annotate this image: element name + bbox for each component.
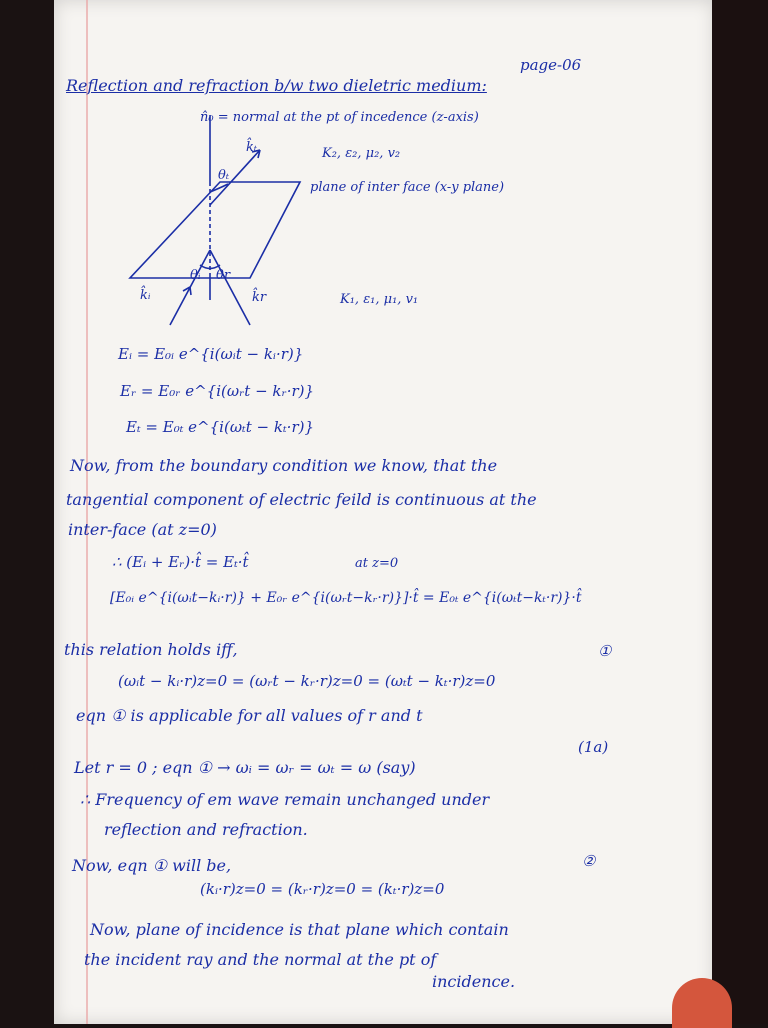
relation-holds-text: this relation holds iff, (64, 640, 238, 659)
lower-medium-label: K₁, ε₁, μ₁, v₁ (340, 292, 419, 307)
equation-2: (kᵢ·r)z=0 = (kᵣ·r)z=0 = (kₜ·r)z=0 (200, 880, 445, 898)
normal-note: n̂₀ = normal at the pt of incedence (z-axis) (200, 110, 479, 125)
kr-label: k̂r (252, 290, 267, 305)
let-line: Let r = 0 ; eqn ① → ωᵢ = ωᵣ = ωₜ = ω (say) (74, 758, 416, 777)
ki-label: k̂ᵢ (140, 288, 151, 303)
paragraph-line-3: inter-face (at z=0) (68, 520, 217, 539)
equation-2-tag: ② (582, 852, 596, 870)
equation-1: (ωᵢt − kᵢ·r)z=0 = (ωᵣt − kᵣ·r)z=0 = (ωₜt − kₜ·r)z=0 (118, 672, 496, 690)
page-edge (712, 0, 768, 1024)
interface-plane (130, 182, 300, 278)
equation-1a-tag: (1a) (578, 738, 609, 756)
paragraph-line-1: Now, from the boundary condition we know, that the (70, 456, 498, 475)
frequency-line-1: ∴ Frequency of em wave remain unchanged under (80, 790, 490, 809)
equation-1-tag: ① (598, 642, 612, 660)
upper-medium-label: K₂, ε₂, μ₂, v₂ (322, 146, 401, 161)
reflected-ray (210, 250, 250, 325)
final-line-3: incidence. (432, 972, 516, 991)
frequency-line-2: reflection and refraction. (104, 820, 308, 839)
now-equation-text: Now, eqn ① will be, (72, 856, 232, 875)
equation-reflected-field: Eᵣ = E₀ᵣ e^{i(ωᵣt − kᵣ·r)} (120, 382, 315, 400)
heading: Reflection and refraction b/w two dieletric medium: (66, 76, 487, 95)
boundary-condition-expanded: [E₀ᵢ e^{i(ωᵢt−kᵢ·r)} + E₀ᵣ e^{i(ωᵣt−kᵣ·r)}]·t̂ = E₀ₜ e^{i(ωₜt−kₜ·r)}·t̂ (110, 590, 582, 606)
final-line-1: Now, plane of incidence is that plane which contain (90, 920, 509, 939)
final-line-2: the incident ray and the normal at the pt of (84, 950, 437, 969)
paragraph-line-2: tangential component of electric feild is continuous at the (66, 490, 537, 509)
plane-note: plane of inter face (x-y plane) (310, 180, 505, 195)
equation-transmitted-field: Eₜ = E₀ₜ e^{i(ωₜt − kₜ·r)} (126, 418, 315, 436)
boundary-condition-location: at z=0 (355, 556, 399, 571)
kt-label: k̂ₜ (246, 140, 258, 155)
theta-i-label: θᵢ (190, 268, 201, 283)
theta-t-label: θₜ (218, 168, 230, 183)
applicable-text: eqn ① is applicable for all values of r and t (76, 706, 423, 725)
reflection-refraction-diagram (100, 100, 540, 340)
theta-r-label: θr (216, 268, 231, 283)
boundary-condition: ∴ (Eᵢ + Eᵣ)·t̂ = Eₜ·t̂ (112, 553, 249, 571)
equation-incident-field: Eᵢ = E₀ᵢ e^{i(ωᵢt − kᵢ·r)} (118, 345, 304, 363)
page-label: page-06 (520, 56, 582, 74)
